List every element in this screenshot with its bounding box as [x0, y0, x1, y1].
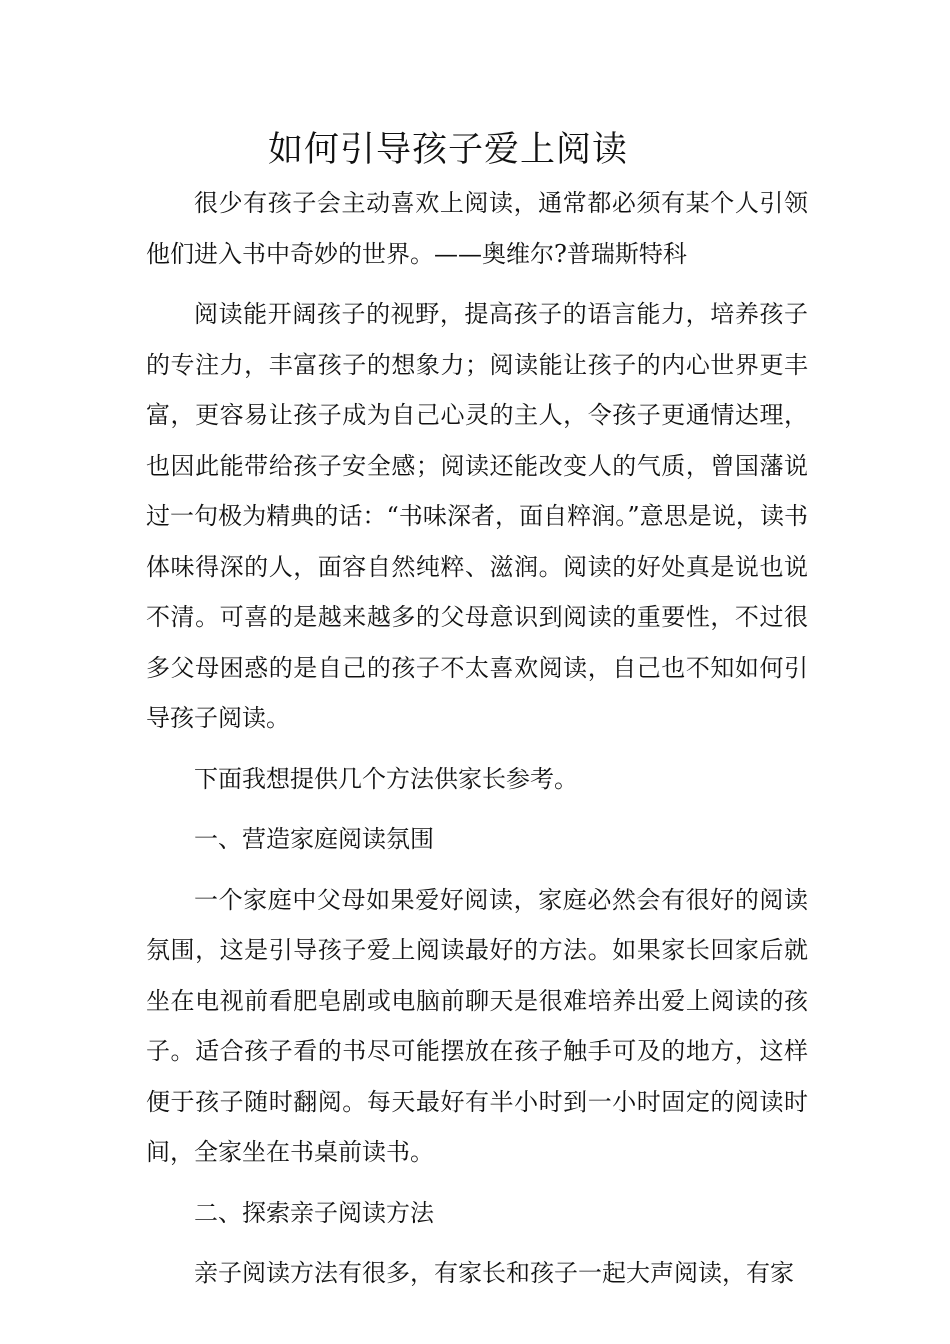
paragraph-quote: 很少有孩子会主动喜欢上阅读，通常都必须有某个人引领他们进入书中奇妙的世界。——奥维尔?普瑞斯特科: [146, 189, 808, 268]
document-page: [146, 128, 808, 1299]
section-heading-1: 一、营造家庭阅读氛围: [194, 825, 434, 853]
paragraph-family-atmosphere: 一个家庭中父母如果爱好阅读，家庭必然会有很好的阅读氛围，这是引导孩子爱上阅读最好的方法。如果家长回家后就坐在电视前看肥皂剧或电脑前聊天是很难培养出爱上阅读的孩子。适合孩子看的书尽可能摆放在孩子触手可及的地方，这样便于孩子随时翻阅。每天最好有半小时到一小时固定的阅读时间，全家坐在书桌前读书。: [146, 885, 808, 1166]
paragraph-benefits: 阅读能开阔孩子的视野，提高孩子的语言能力，培养孩子的专注力，丰富孩子的想象力；阅读能让孩子的内心世界更丰富，更容易让孩子成为自己心灵的主人，令孩子更通情达理，也因此能带给孩子安全感；阅读还能改变人的气质，曾国藩说过一句极为精典的话：“书味深者，面自粹润。”意思是说，读书体味得深的人，面容自然纯粹、滋润。阅读的好处真是说也说不清。可喜的是越来越多的父母意识到阅读的重要性，不过很多父母困惑的是自己的孩子不太喜欢阅读，自己也不知如何引导孩子阅读。: [146, 300, 808, 732]
section-heading-2: 二、探索亲子阅读方法: [194, 1198, 434, 1227]
paragraph-parent-child-reading: 亲子阅读方法有很多，有家长和孩子一起大声阅读，有家: [194, 1259, 794, 1287]
document-title: 如何引导孩子爱上阅读: [268, 130, 629, 170]
paragraph-intro-methods: 下面我想提供几个方法供家长参考。: [194, 764, 578, 793]
